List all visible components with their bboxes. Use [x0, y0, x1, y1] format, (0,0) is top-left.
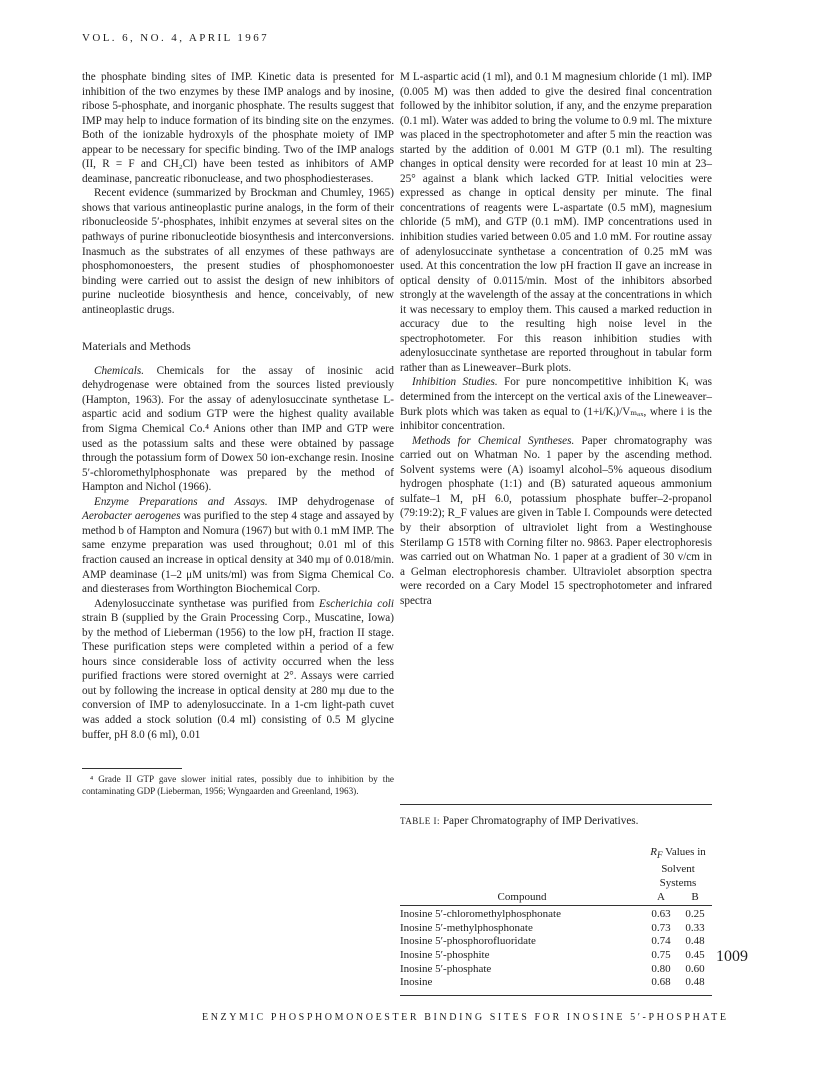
cell-compound: Inosine 5′-methylphosphonate [400, 921, 533, 934]
data-table [400, 845, 712, 990]
table-title: Paper Chromatography of IMP Derivatives. [440, 815, 639, 827]
paragraph-text: For pure noncompetitive inhibition Kᵢ was determined from the intercept on the vertical axis of the Lineweaver–Burk plots which was taken as equal to (1+i/Kᵢ)/Vₘₐₓ, where i is the inhibitor concentration. [400, 376, 712, 433]
header-solvent-a: A [657, 891, 665, 904]
run-in-heading: Chemicals. [94, 364, 145, 377]
cell-compound: Inosine 5′-phosphorofluoridate [400, 935, 536, 948]
cell-rf-a: 0.74 [651, 935, 671, 948]
paragraph-text: strain B (supplied by the Grain Processing Corp., Muscatine, Iowa) by the method of Lieberman (1956) to the low pH, fraction II stage. These purification steps were completed within a period of a few hours since considerable loss of activity occurred when the less purified fractions were stored overnight at 2°. Assays were carried out by following the increase in optical density at 280 mμ due to the conversion of IMP to adenylosuccinate. In a 1-cm light-path cuvet was added a stock solution (0.4 ml) consisting of 0.5 M glycine buffer, pH 8.0 (6 ml), 0.01 [82, 612, 394, 741]
footnote-divider [82, 768, 182, 769]
page-number: 1009 [716, 948, 748, 965]
header-solvent-b: B [691, 891, 699, 904]
table-row [400, 935, 712, 949]
table-row [400, 949, 712, 963]
table-top-rule [400, 804, 712, 805]
table-row [400, 922, 712, 936]
cell-rf-b: 0.33 [685, 921, 705, 934]
cell-rf-b: 0.48 [685, 976, 705, 989]
running-head: VOL. 6, NO. 4, APRIL 1967 [82, 32, 270, 44]
organism-name: Escherichia coli [319, 597, 395, 610]
paragraph-inhibition [400, 375, 712, 433]
paragraph: Recent evidence (summarized by Brockman and Chumley, 1965) shows that various antineoplastic purine analogs, in the form of their ribonucleoside 5′-phosphates, inhibit enzymes at several sites on the pathways of purine ribonucleotide biosynthesis and interconversions. Inasmuch as the substrates of all enzymes of these pathways are phosphomonoesters, the present studies of phosphomonoester binding were carried out to assist the design of new inhibitors of purine nucleotide biosynthesis and hence, conceivably, of new antineoplastic drugs. [82, 187, 394, 316]
paragraph [82, 597, 394, 742]
paragraph-methods [400, 434, 712, 609]
cell-compound: Inosine 5′-phosphate [400, 962, 492, 975]
table-label: TABLE I: [400, 816, 441, 826]
cell-compound: Inosine 5′-phosphite [400, 948, 490, 961]
paragraph-text: was purified to the step 4 stage and assayed by method b of Hampton and Nomura (1967) but with 0.1 mM IMP. The same enzyme preparation was used throughout; 0.01 ml of this fraction caused an increase in optical density at 340 mμ of 0.018/min. AMP deaminase (1–2 μM units/ml) was from Sigma Chemical Co. and diesterases from Worthington Biochemical Corp. [82, 510, 395, 596]
footnote: ⁴ Grade II GTP gave slower initial rates, possibly due to inhibition by the contaminating GDP (Lieberman, 1956; Wyngaarden and Greenland, 1963). [82, 774, 394, 796]
section-heading: Materials and Methods [82, 339, 191, 354]
cell-rf-a: 0.80 [651, 962, 671, 975]
cell-rf-b: 0.48 [685, 935, 705, 948]
run-in-heading: Inhibition Studies. [412, 376, 498, 389]
paragraph-text: Adenylosuccinate synthetase was purified from [94, 597, 320, 610]
cell-rf-b: 0.25 [685, 908, 705, 921]
cell-rf-b: 0.45 [685, 948, 705, 961]
paragraph-text: Chemicals for the assay of inosinic acid dehydrogenase were obtained from the sources listed previously (Hampton, 1963). For the assay of adenylosuccinate synthetase L-aspartic acid and sodium GTP were the highest quality available from Sigma Chemical Co.⁴ Anions other than IMP and GTP were used as the potassium salts and these were obtained by passage through the potassium form of Dowex 50 ion-exchange resin. Inosine 5′-chloromethylphosphonate was prepared by the method of Hampton and Nichol (1966). [82, 364, 394, 494]
paragraph: the phosphate binding sites of IMP. Kinetic data is presented for inhibition of the two enzymes by these IMP analogs and by inosine, ribose 5-phosphate, and inorganic phosphate. The results suggest that IMP may help to induce formation of its binding site on the enzymes. Both of the ionizable hydroxyls of the phosphate moiety of IMP appear to be necessary for specific binding. Two of the IMP analogs (II, R = F and CH₂Cl) have been tested as inhibitors of AMP deaminase, pancreatic ribonuclease, and two phosphodiesterases. [82, 71, 394, 185]
cell-compound: Inosine 5′-chloromethylphosphonate [400, 908, 561, 921]
paragraph: M L-aspartic acid (1 ml), and 0.1 M magnesium chloride (1 ml). IMP (0.005 M) was then added to give the desired final concentration followed by the inhibitor solution, if any, and the enzyme preparation (0.1 ml). Water was added to bring the volume to 0.9 ml. The mixture was placed in the spectrophotometer and after 5 min the reaction was started by the addition of 0.001 M GTP (0.1 ml). The resulting changes in optical density were recorded for at least 10 min at 23–25° against a blank which lacked GTP. Initial velocities were expressed as change in optical density per minute. The final concentrations of reagents were L-aspartate (0.5 mM), magnesium chloride (5 mM), and GTP (0.1 mM). IMP concentrations used in inhibition studies varied between 0.05 and 1.0 mM. For routine assay of adenylosuccinate synthetase a concentration of 0.25 mM was used. At this concentration the low pH fraction II gave an increase in optical density of 0.0115/min. Most of the inhibitors absorbed strongly at the wavelength of the assay at the concentrations in which it was necessary to employ them. This caused a marked reduction in accuracy due to the resulting high noise level in the spectrophotometer. For this reason inhibition studies with adenylosuccinate synthetase are reported throughout in tabular form rather than as Lineweaver–Burk plots. [400, 71, 712, 374]
header-empty [400, 862, 644, 890]
left-column [82, 70, 394, 797]
header-empty [400, 845, 644, 862]
run-in-heading: Methods for Chemical Syntheses. [412, 434, 575, 447]
paragraph-text: Paper chromatography was carried out on Whatman No. 1 paper by the ascending method. Solvent systems were (A) isoamyl alcohol–5% aqueous disodium hydrogen phosphate (1:1) and (B) saturated aqueous ammonium sulfate–1 M, pH 6.0, potassium phosphate buffer–2-propanol (79:19:2); R_F values are given in Table I. Compounds were detected by their absorption of ultraviolet light from a Westinghouse Sterilamp G 15T8 with Corning filter no. 9863. Paper electrophoresis was carried out on Whatman No. 1 paper at a gradient of 30 v/cm in a Gelman electrophoresis chamber. Ultraviolet absorption spectra were recorded on a Cary Model 15 spectrophotometer and infrared spectra [400, 434, 712, 607]
table-caption [400, 815, 712, 827]
cell-rf-a: 0.75 [651, 948, 671, 961]
cell-rf-a: 0.63 [651, 908, 671, 921]
header-solvent-systems: Solvent Systems [659, 863, 697, 890]
table-row [400, 963, 712, 977]
paragraph-text: IMP dehydrogenase of [267, 495, 394, 508]
cell-rf-a: 0.68 [651, 976, 671, 989]
table-paper-chromatography [400, 804, 712, 996]
cell-compound: Inosine [400, 976, 433, 989]
right-column [400, 70, 712, 608]
header-rf-values: $R_F$ Values in [650, 846, 706, 861]
table-row [400, 976, 712, 990]
table-row [400, 908, 712, 922]
running-foot: ENZYMIC PHOSPHOMONOESTER BINDING SITES FOR INOSINE 5′-PHOSPHATE [202, 1012, 729, 1023]
run-in-heading: Enzyme Preparations and Assays. [94, 495, 268, 508]
paragraph-chemicals [82, 364, 394, 495]
organism-name: Aerobacter aerogenes [82, 510, 181, 523]
header-compound: Compound [497, 891, 547, 904]
paragraph-enzyme [82, 495, 394, 597]
cell-rf-a: 0.73 [651, 921, 671, 934]
cell-rf-b: 0.60 [685, 962, 705, 975]
table-bottom-rule [400, 995, 712, 996]
